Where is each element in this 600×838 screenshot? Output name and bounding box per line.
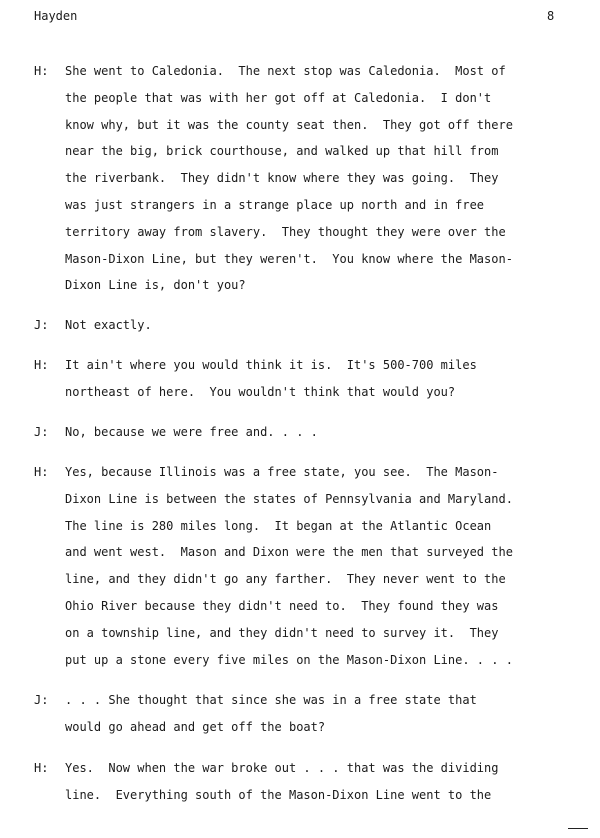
transcript-line: Mason-Dixon Line, but they weren't. You know where the Mason- — [65, 251, 513, 266]
speaker-label: J: — [34, 693, 49, 707]
transcript-line: Dixon Line is between the states of Pennsylvania and Maryland. — [65, 491, 513, 506]
transcript-line: on a township line, and they didn't need to survey it. They — [65, 625, 499, 640]
transcript-line: Not exactly. — [65, 318, 152, 332]
transcript-line: Dixon Line is, don't you? — [65, 278, 246, 293]
transcript-line: know why, but it was the county seat then. They got off there — [65, 117, 513, 132]
transcript-line: near the big, brick courthouse, and walked up that hill from — [65, 144, 499, 159]
speaker-label: H: — [34, 358, 49, 372]
transcript-line: northeast of here. You wouldn't think that would you? — [65, 384, 456, 399]
transcript-line: would go ahead and get off the boat? — [65, 719, 326, 734]
transcript-line: She went to Caledonia. The next stop was Caledonia. Most of — [65, 64, 506, 78]
transcript-line: The line is 280 miles long. It began at the Atlantic Ocean — [65, 518, 492, 533]
transcript-line: territory away from slavery. They thought they were over the — [65, 224, 506, 239]
transcript-line: the people that was with her got off at Caledonia. I don't — [65, 90, 492, 105]
page-number: 8 — [547, 9, 555, 23]
speaker-label: J: — [34, 425, 49, 439]
speaker-label: H: — [34, 465, 49, 479]
page-edge-mark — [568, 828, 588, 829]
transcript-line: line, and they didn't go any farther. They never went to the — [65, 572, 506, 587]
transcript-line: and went west. Mason and Dixon were the men that surveyed the — [65, 545, 513, 560]
transcript-line: line. Everything south of the Mason-Dixon Line went to the — [65, 787, 492, 802]
transcript-line: the riverbank. They didn't know where they was going. They — [65, 171, 499, 186]
speaker-label: H: — [34, 64, 49, 78]
transcript-line: It ain't where you would think it is. It's 500-700 miles — [65, 358, 477, 372]
transcript-line: was just strangers in a strange place up north and in free — [65, 198, 485, 212]
transcript-line: No, because we were free and. . . . — [65, 425, 318, 439]
transcript-line: put up a stone every five miles on the Mason-Dixon Line. . . . — [65, 652, 513, 667]
header-name: Hayden — [34, 9, 78, 23]
transcript-line: Yes, because Illinois was a free state, you see. The Mason- — [65, 465, 499, 479]
transcript-line: Yes. Now when the war broke out . . . that was the dividing — [65, 761, 499, 775]
speaker-label: H: — [34, 761, 49, 775]
transcript-line: Ohio River because they didn't need to. They found they was — [65, 599, 499, 613]
speaker-label: J: — [34, 318, 49, 332]
transcript-line: . . . She thought that since she was in a free state that — [65, 693, 477, 707]
